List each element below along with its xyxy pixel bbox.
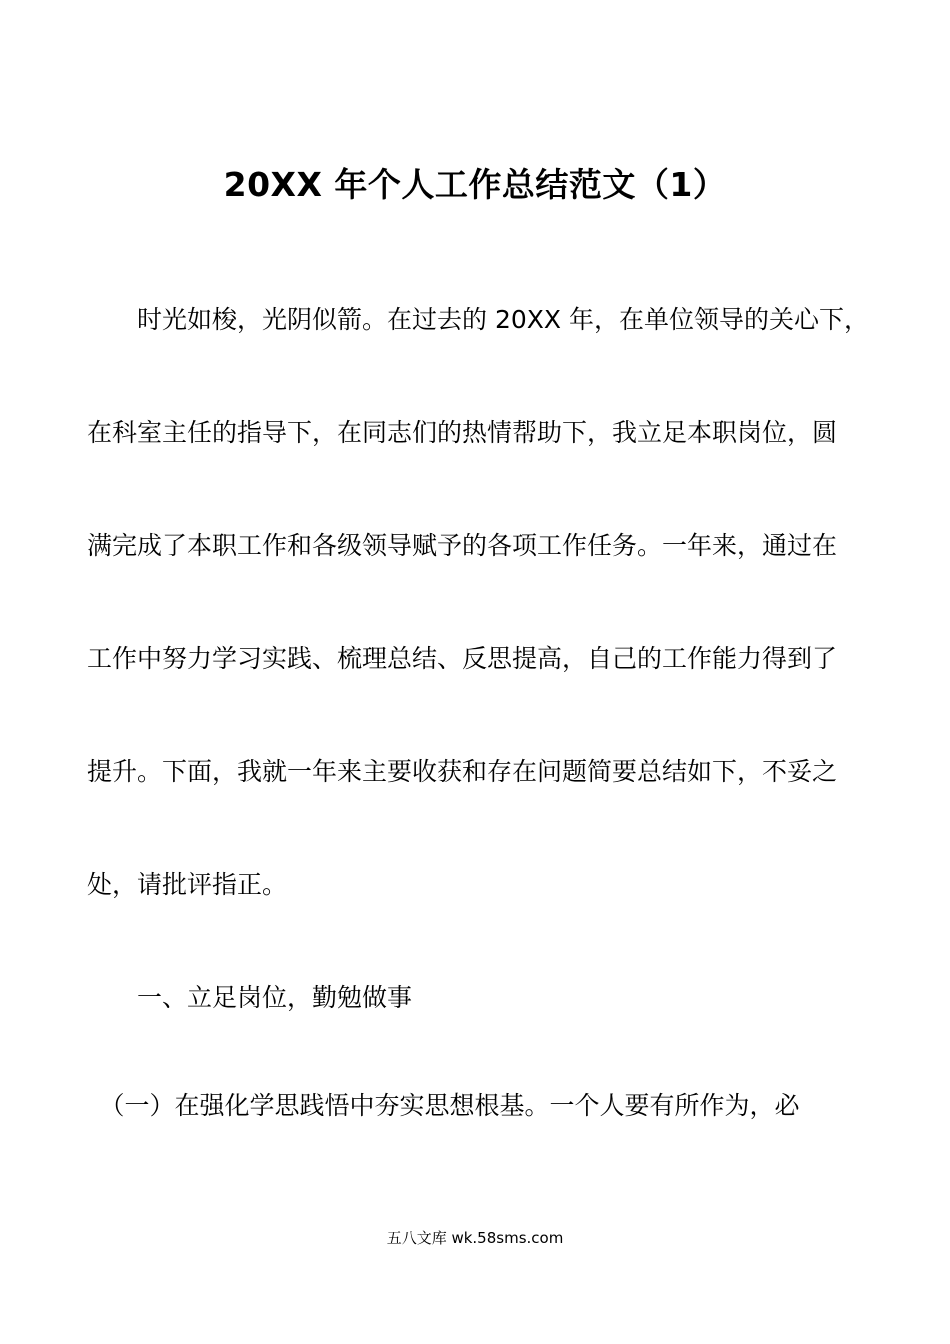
paragraph-line-2: 在科室主任的指导下，在同志们的热情帮助下，我立足本职岗位，圆 bbox=[87, 418, 838, 447]
section-heading: 一、立足岗位，勤勉做事 bbox=[87, 983, 413, 1012]
paragraph-line-3: 满完成了本职工作和各级领导赋予的各项工作任务。一年来，通过在 bbox=[87, 531, 838, 560]
subsection-line: （一）在强化学思践悟中夯实思想根基。一个人要有所作为，必 bbox=[87, 1091, 800, 1120]
footer-watermark: 五八文库 wk.58sms.com bbox=[386, 1229, 564, 1247]
paragraph-line-5: 提升。下面，我就一年来主要收获和存在问题简要总结如下，不妥之 bbox=[87, 757, 838, 786]
paragraph-line-6: 处，请批评指正。 bbox=[87, 870, 288, 899]
paragraph-line-4: 工作中努力学习实践、梳理总结、反思提高，自己的工作能力得到了 bbox=[87, 644, 838, 673]
document-title: 20XX 年个人工作总结范文（1） bbox=[223, 165, 727, 204]
paragraph-line-1: 时光如梭，光阴似箭。在过去的 20XX 年，在单位领导的关心下， bbox=[87, 305, 869, 334]
